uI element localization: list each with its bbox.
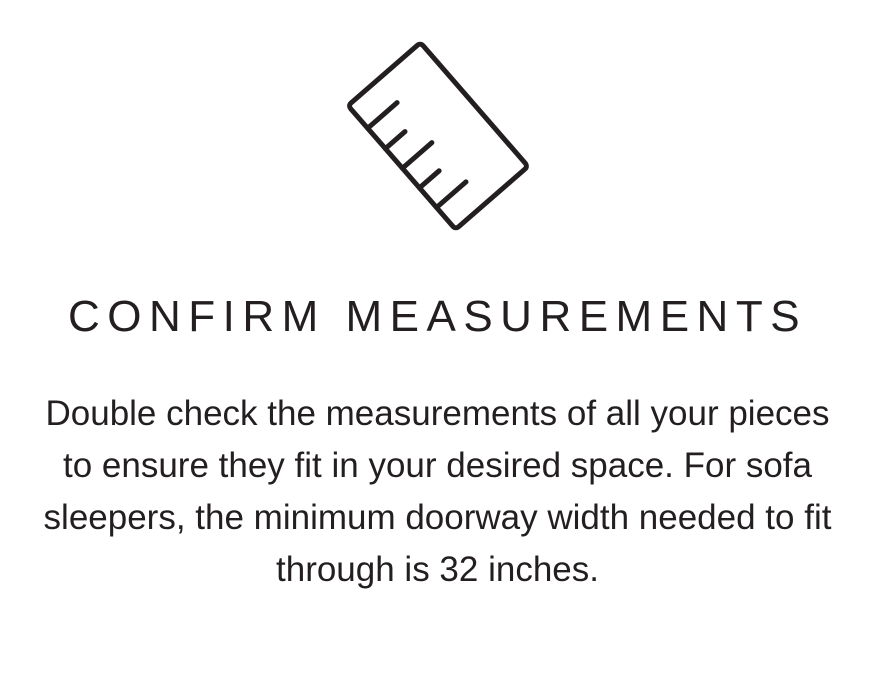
description-text: Double check the measurements of all your pieces to ensure they fit in your desired space. For sofa sleepers, the minimum doorway width needed to fit through is 32 inches. <box>43 394 832 589</box>
ruler-icon <box>308 36 568 236</box>
page-title: CONFIRM MEASUREMENTS <box>67 292 808 341</box>
